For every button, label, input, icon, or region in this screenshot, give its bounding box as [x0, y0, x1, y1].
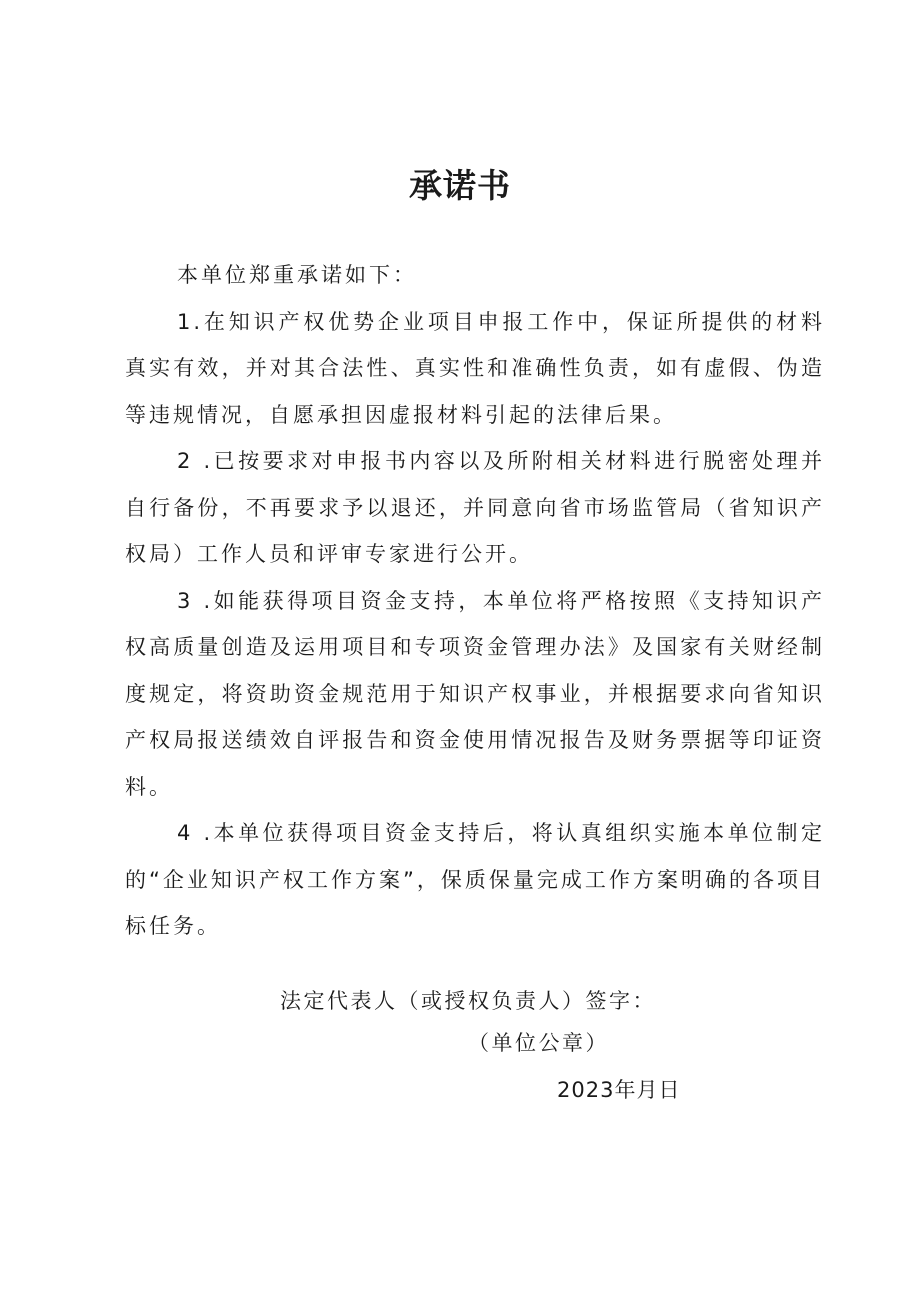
seal-label: （单位公章） [468, 1031, 609, 1055]
date-label: 2023年月日 [557, 1078, 681, 1102]
document-body [125, 252, 825, 950]
commitment-item-2: 2 .已按要求对申报书内容以及所附相关材料进行脱密处理并自行备份，不再要求予以退还，并同意向省市场监管局（省知识产权局）工作人员和评审专家进行公开。 [125, 449, 825, 566]
intro-paragraph: 本单位郑重承诺如下： [177, 263, 417, 287]
commitment-item-1: 1.在知识产权优势企业项目申报工作中，保证所提供的材料真实有效，并对其合法性、真实性和准确性负责，如有虚假、伪造等违规情况，自愿承担因虚报材料引起的法律后果。 [125, 309, 825, 427]
signature-label: 法定代表人（或授权负责人）签字： [280, 989, 656, 1013]
commitment-item-4: 4 .本单位获得项目资金支持后，将认真组织实施本单位制定的“企业知识产权工作方案”，保质保量完成工作方案明确的各项目标任务。 [125, 821, 825, 938]
commitment-item-3: 3 .如能获得项目资金支持，本单位将严格按照《支持知识产权高质量创造及运用项目和专项资金管理办法》及国家有关财经制度规定，将资助资金规范用于知识产权事业，并根据要求向省知识产权局报送绩效自评报告和资金使用情况报告及财务票据等印证资料。 [125, 588, 825, 799]
document-title: 承诺书 [409, 166, 511, 205]
